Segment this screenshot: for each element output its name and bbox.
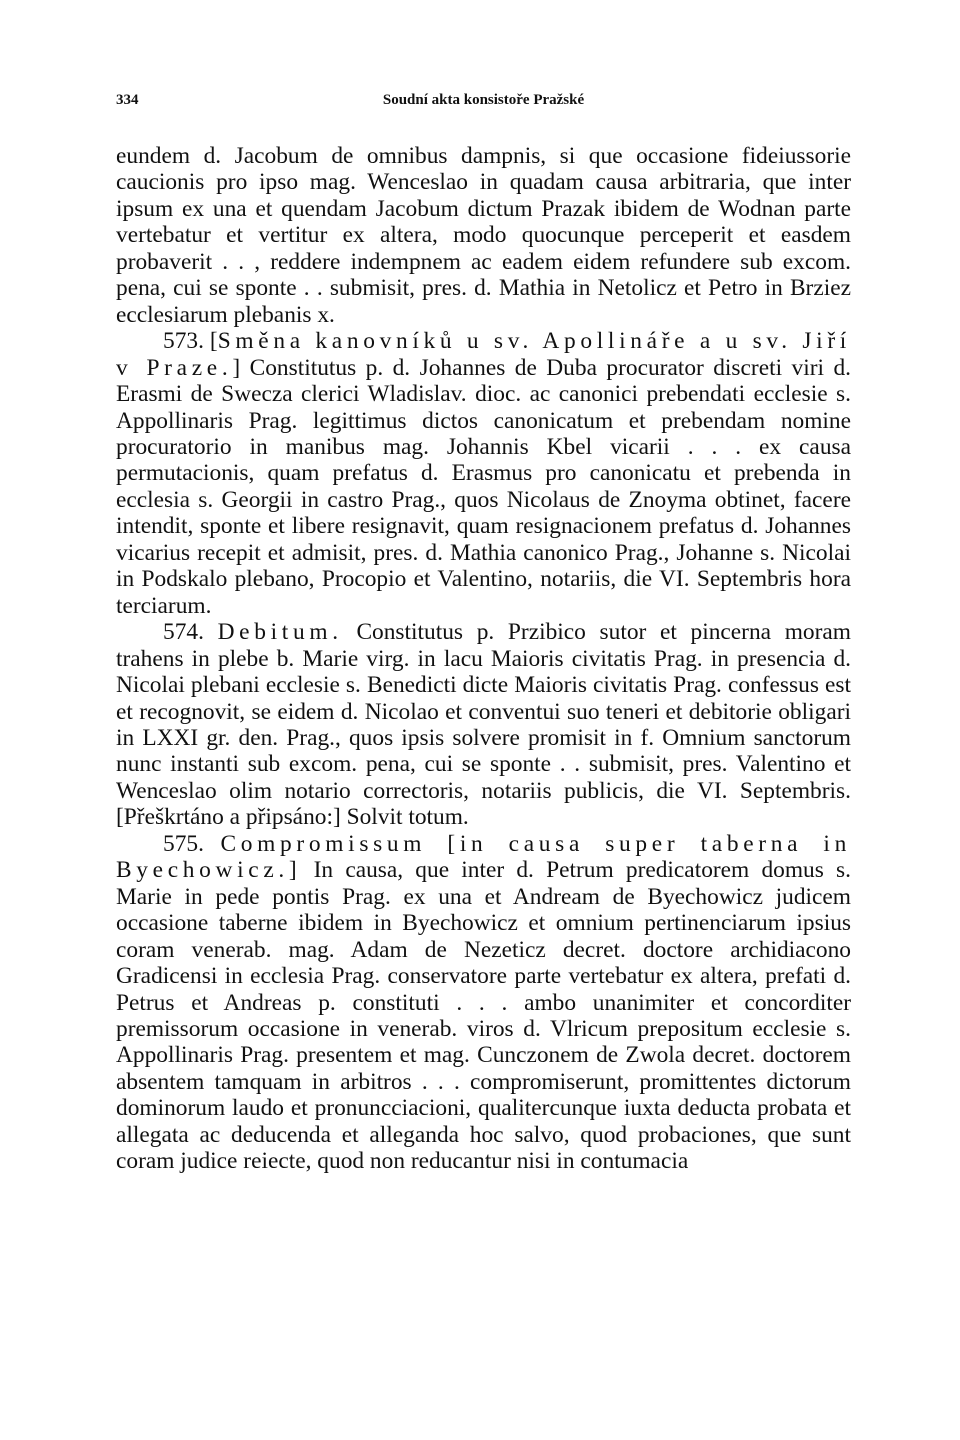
entry-heading-close: ]: [232, 354, 241, 381]
page-header: [116, 92, 851, 116]
entry-heading: Compromissum [in causa super taberna in Byechowicz.]: [116, 830, 851, 884]
entry-573: [116, 328, 851, 619]
entry-number: 575.: [163, 830, 204, 857]
entry-text: Constitutus p. d. Johannes de Duba procurator discreti viri d. Erasmi de Swecza clerici Wladislav. dioc. ac canonici prebendati ecclesie s. Appollinaris Prag. legittimus dictos canonicatum et prebendam nomine procuratorio in manibus mag. Johannis Kbel vicarii . . . ex causa permutacionis, quam prefatus d. Erasmus pro canonicatu et prebenda in ecclesia s. Georgii in castro Prag., quos Nicolaus de Znoyma obtinet, facere intendit, sponte et libere resignavit, quam resignacionem prefatus d. Johannes vicarius recepit et admisit, pres. d. Mathia canonico Prag., Johanne s. Nicolai in Podskalo plebano, Procopio et Valentino, notariis, die VI. Septembris hora terciarum.: [116, 354, 851, 619]
entry-heading: Debitum.: [217, 619, 343, 646]
entry-heading-open: [: [209, 328, 218, 355]
running-title: Soudní akta konsistoře Pražské: [382, 92, 585, 108]
body-text: [116, 143, 851, 1175]
continuation-paragraph: eundem d. Jacobum de omnibus dampnis, si que occasione fideiussorie caucionis pro ipso mag. Wenceslao in quadam causa arbitraria, que inter ipsum ex una et quendam Jacobum dictum Prazak ibidem de Wodnan parte vertebatur et vertitur ex altera, modo quocunque perceperit et easdem probaverit . . , reddere indempnem ac eadem eidem refundere sub excom. pena, cui se sponte . . submisit, pres. d. Mathia in Netolicz et Petro in Brziez ecclesiarum plebanis x.: [116, 143, 851, 328]
entry-text: Constitutus p. Przibico sutor et pincerna moram trahens in plebe b. Marie virg. in lacu Maioris civitatis Prag. in presencia d. Nicolai plebani ecclesie s. Benedicti dicte Maioris civitatis Prag. confessus est et recognovit, se eidem d. Nicolao et conventui suo teneri et debitorie obligari in LXXI gr. den. Prag., quos ipsis solvere promisit in f. Omnium sanctorum nunc instanti sub excom. pena, cui se sponte . . submisit, pres. Valentino et Wenceslao olim notario correctoris, notariis publicis, die VI. Septembris. [Přeškrtáno a připsáno:] Solvit totum.: [116, 619, 851, 831]
entry-number: 573.: [163, 328, 204, 355]
entry-574: [116, 619, 851, 831]
page-number: 334: [116, 92, 139, 108]
entry-number: 574.: [163, 619, 204, 646]
entry-575: [116, 831, 851, 1175]
entry-heading: Směna kanovníků u sv. Apollináře a u sv. Jiří v Praze.: [116, 328, 851, 381]
entry-text: In causa, que inter d. Petrum predicatorem domus s. Marie in pede pontis Prag. ex una et Andream de Byechowicz judicem occasione taberne ibidem in Byechowicz et omnium pertinenciarum ipsius coram venerab. mag. Adam de Nezeticz decret. doctore archidiacono Gradicensi in ecclesia Prag. conservatore parte vertebatur ex altera, prefati d. Petrus et Andreas p. constituti . . . ambo unanimiter et concorditer premissorum occasione in venerab. viros d. Vlricum prepositum ecclesie s. Appollinaris Prag. presentem et mag. Cunczonem de Zwola decret. doctorem absentem tamquam in arbitros . . . compromiserunt, promittentes dictorum dominorum laudo et pronuncciacioni, qualitercunque iuxta deducta probata et allegata ac deducenda et alleganda hoc salvo, quod probaciones, que sunt coram judice reiecte, quod non reducantur nisi in contumacia: [116, 857, 851, 1175]
